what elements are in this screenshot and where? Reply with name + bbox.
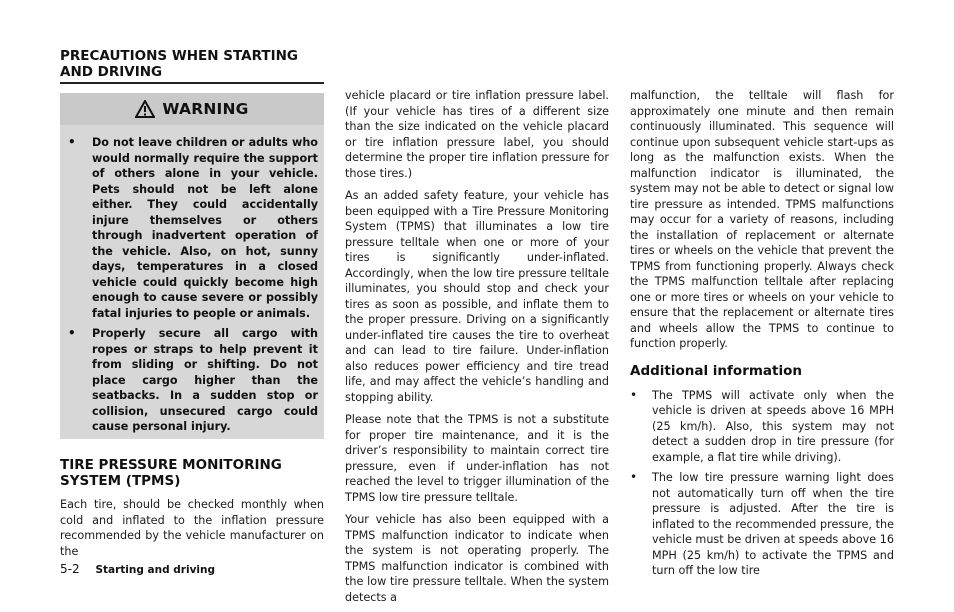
paragraph: As an added safety feature, your vehicle has been equipped with a Tire Pressure Monitoring System (TPMS) that illuminates a low tire pressure telltale when one or more of your tires is significantly under-inflated. Accordingly, when the low tire pressure telltale illuminates, you should stop and check your tires as soon as possible, and inflate them to the proper pressure. Driving on a significantly under-inflated tire causes the tire to overheat and can lead to tire failure. Under-inflation also reduces power efficiency and tire tread life, and may affect the vehicle’s handling and stopping ability. (345, 189, 609, 404)
warning-item-text: Properly secure all cargo with ropes or straps to help prevent it from sliding or shifting. Do not place cargo higher than the seatbacks. In a sudden stop or collision, unsecured cargo could cause personal injury. (92, 327, 318, 433)
tpms-paragraph: Each tire, should be checked monthly when cold and inflated to the inflation pressure recommended by the vehicle manufacturer on the (60, 498, 324, 558)
section-rule (60, 82, 324, 84)
warning-header (60, 93, 324, 125)
section-title: PRECAUTIONS WHEN STARTING AND DRIVING (60, 48, 298, 80)
bullet: • (630, 470, 638, 484)
warning-item (68, 326, 318, 435)
column-2 (345, 88, 609, 612)
warning-title: WARNING (162, 100, 249, 118)
bullet: • (630, 387, 638, 402)
info-item (630, 388, 894, 466)
footer-label: Starting and driving (95, 564, 216, 576)
page-number: 5-2 (60, 562, 80, 576)
info-list (630, 388, 894, 579)
warning-box (60, 93, 324, 439)
info-item-text: The low tire pressure warning light does not automatically turn off when the tire pressure is adjusted. After the tire is inflated to the recommended pressure, the vehicle must be driven at speeds above 16 MPH (25 km/h) to activate the TPMS and turn off the low tire (652, 471, 894, 577)
bullet: • (68, 326, 76, 340)
tpms-title: TIRE PRESSURE MONITORING SYSTEM (TPMS) (60, 457, 282, 489)
warning-triangle-icon (135, 100, 155, 118)
warning-item-text: Do not leave children or adults who would normally require the support of others alone in your vehicle. Pets should not be left alone either. They could accidentally injure themselves or others through inadvertent operation of the vehicle. Also, on hot, sunny days, temperatures in a closed vehicle could quickly become high enough to cause severe or possibly fatal injuries to people or animals. (92, 136, 318, 320)
bullet: • (68, 135, 76, 149)
paragraph: vehicle placard or tire inflation pressure label. (If your vehicle has tires of a different size than the size indicated on the vehicle placard or tire inflation pressure label, you should determine the proper tire inflation pressure for those tires.) (345, 89, 609, 180)
page-footer (60, 562, 215, 576)
warning-item (68, 135, 318, 321)
warning-list (68, 135, 318, 440)
info-item (630, 470, 894, 579)
paragraph: Please note that the TPMS is not a substitute for proper tire maintenance, and it is the driver’s responsibility to maintain correct tire pressure, even if under-inflation has not reached the level to trigger illumination of the TPMS low tire pressure telltale. (345, 413, 609, 504)
paragraph: Your vehicle has also been equipped with a TPMS malfunction indicator to indicate when the system is not operating properly. The TPMS malfunction indicator is combined with the low tire pressure telltale. When the system detects a (345, 513, 609, 604)
info-item-text: The TPMS will activate only when the vehicle is driven at speeds above 16 MPH (25 km/h). Also, this system may not detect a sudden drop in tire pressure (for example, a flat tire while driving). (652, 388, 894, 464)
additional-info-title: Additional information (630, 362, 802, 379)
column-3 (630, 88, 894, 584)
paragraph: malfunction, the telltale will flash for approximately one minute and then remain continuously illuminated. This sequence will continue upon subsequent vehicle start-ups as long as the malfunction exists. When the malfunction indicator is illuminated, the system may not be able to detect or signal low tire pressure as intended. TPMS malfunctions may occur for a variety of reasons, including the installation of replacement or alternate tires or wheels on the vehicle that prevent the TPMS from functioning properly. Always check the TPMS malfunction telltale after replacing one or more tires or wheels on your vehicle to ensure that the replacement or alternate tires and wheels allow the TPMS to continue to function properly. (630, 89, 894, 350)
